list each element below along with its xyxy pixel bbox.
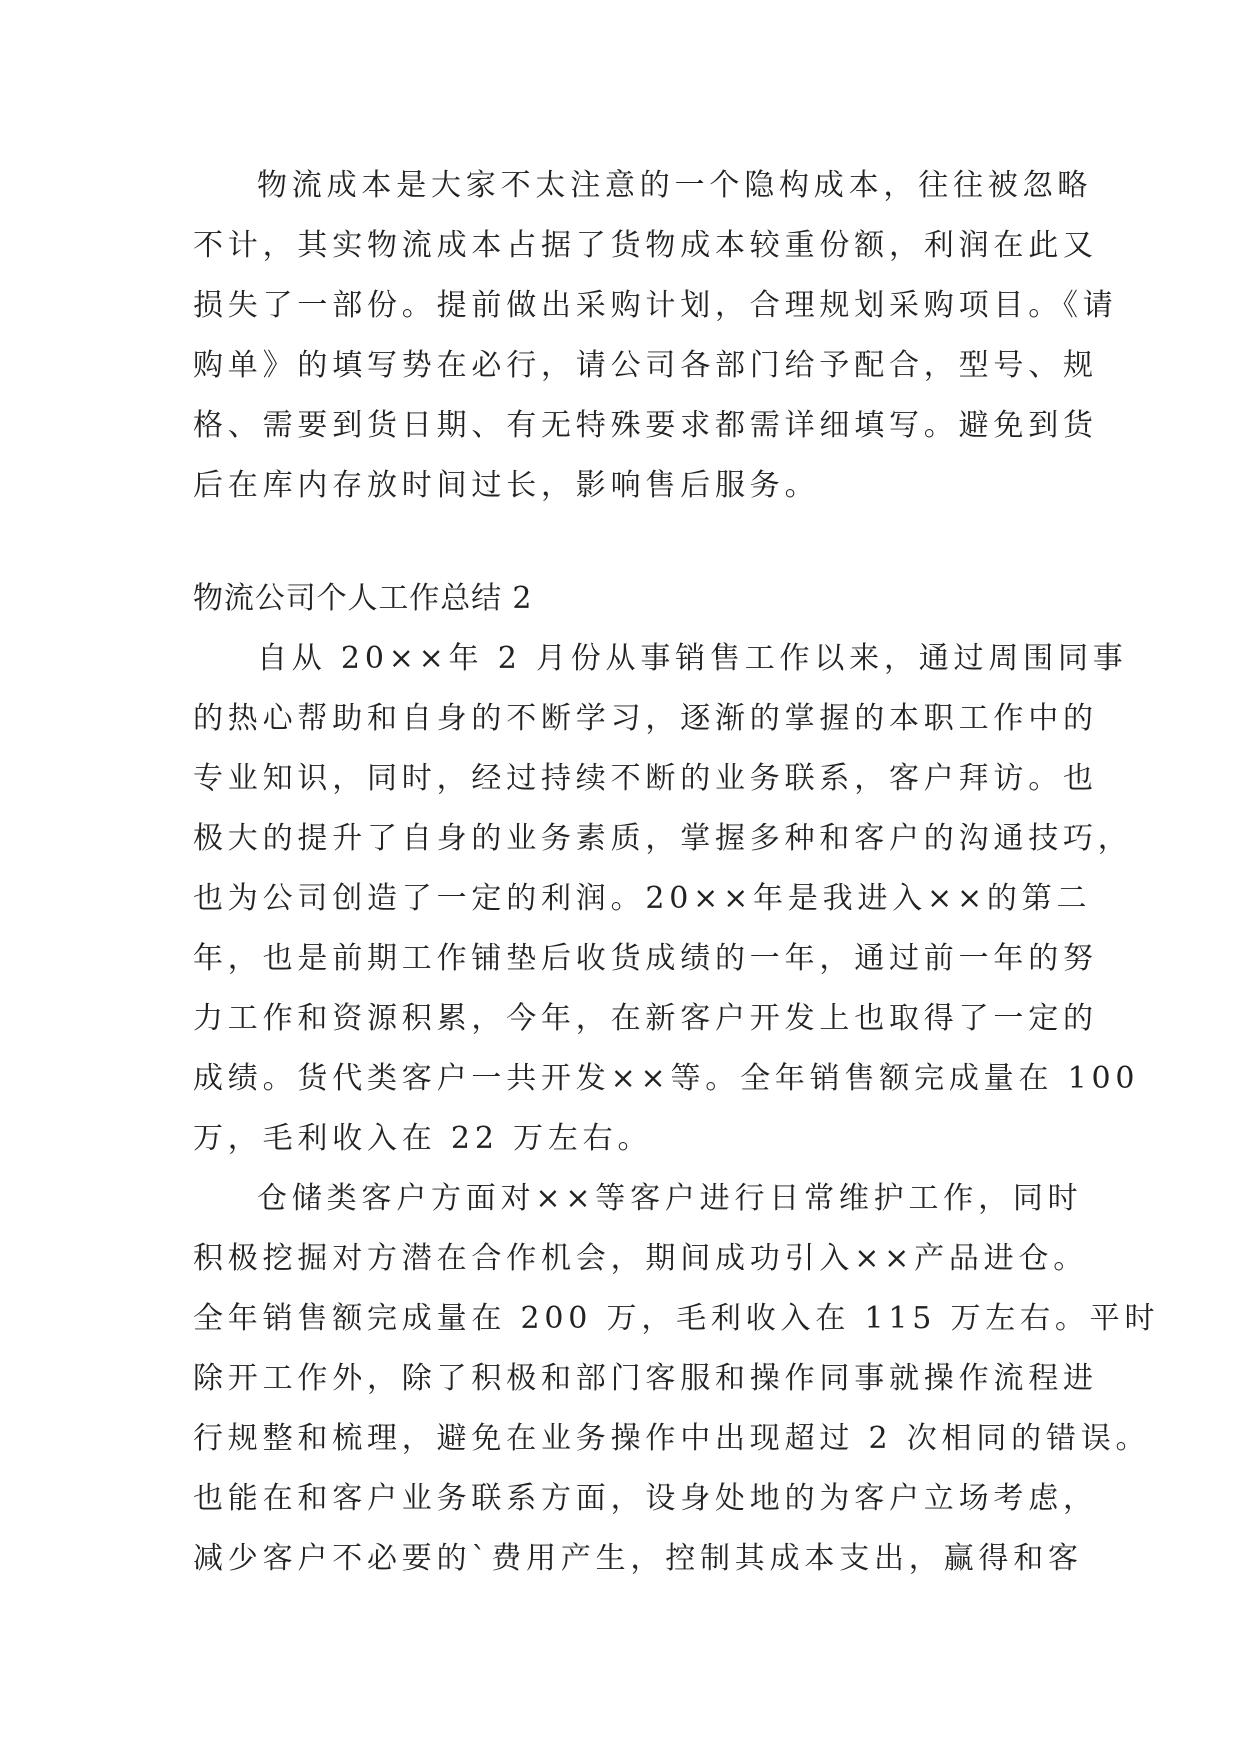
text-line: 极大的提升了自身的业务素质，掌握多种和客户的沟通技巧， — [193, 821, 1133, 856]
text-line: 除开工作外，除了积极和部门客服和操作同事就操作流程进 — [193, 1361, 1098, 1396]
paragraph-logistics-cost — [193, 156, 1118, 516]
paragraph-sales-summary — [193, 629, 1140, 1169]
section-heading: 物流公司个人工作总结 2 — [193, 581, 533, 616]
text-line: 格、需要到货日期、有无特殊要求都需详细填写。避免到货 — [193, 408, 1098, 443]
text-line: 物流成本是大家不太注意的一个隐构成本，往往被忽略 — [257, 168, 1093, 203]
text-line: 自从 20××年 2 月份从事销售工作以来，通过周围同事 — [257, 641, 1128, 676]
text-line: 力工作和资源积累，今年，在新客户开发上也取得了一定的 — [193, 1001, 1098, 1036]
text-line: 年，也是前期工作铺垫后收货成绩的一年，通过前一年的努 — [193, 941, 1098, 976]
text-line: 仓储类客户方面对××等客户进行日常维护工作，同时 — [257, 1181, 1083, 1216]
text-line: 行规整和梳理，避免在业务操作中出现超过 2 次相同的错误。 — [193, 1421, 1151, 1456]
text-line: 专业知识，同时，经过持续不断的业务联系，客户拜访。也 — [193, 761, 1098, 796]
text-line: 万，毛利收入在 22 万左右。 — [193, 1121, 653, 1156]
text-line: 后在库内存放时间过长，影响售后服务。 — [193, 468, 820, 503]
text-line: 损失了一部份。提前做出采购计划，合理规划采购项目。《请 — [193, 288, 1118, 323]
paragraph-warehouse-clients — [193, 1169, 1160, 1589]
text-line: 也能在和客户业务联系方面，设身处地的为客户立场考虑， — [193, 1481, 1098, 1516]
text-line: 减少客户不必要的`费用产生，控制其成本支出，赢得和客 — [193, 1541, 1083, 1576]
text-line: 积极挖掘对方潜在合作机会，期间成功引入××产品进仓。 — [193, 1241, 1089, 1276]
text-line: 也为公司创造了一定的利润。20××年是我进入××的第二 — [193, 881, 1092, 916]
text-line: 的热心帮助和自身的不断学习，逐渐的掌握的本职工作中的 — [193, 701, 1098, 736]
text-line: 购单》的填写势在必行，请公司各部门给予配合，型号、规 — [193, 348, 1098, 383]
text-line: 全年销售额完成量在 200 万，毛利收入在 115 万左右。平时 — [193, 1301, 1160, 1336]
text-line: 不计，其实物流成本占据了货物成本较重份额，利润在此又 — [193, 228, 1098, 263]
document-body — [193, 156, 1160, 1589]
paragraph-gap — [193, 516, 1053, 569]
text-line: 成绩。货代类客户一共开发××等。全年销售额完成量在 100 — [193, 1061, 1140, 1096]
